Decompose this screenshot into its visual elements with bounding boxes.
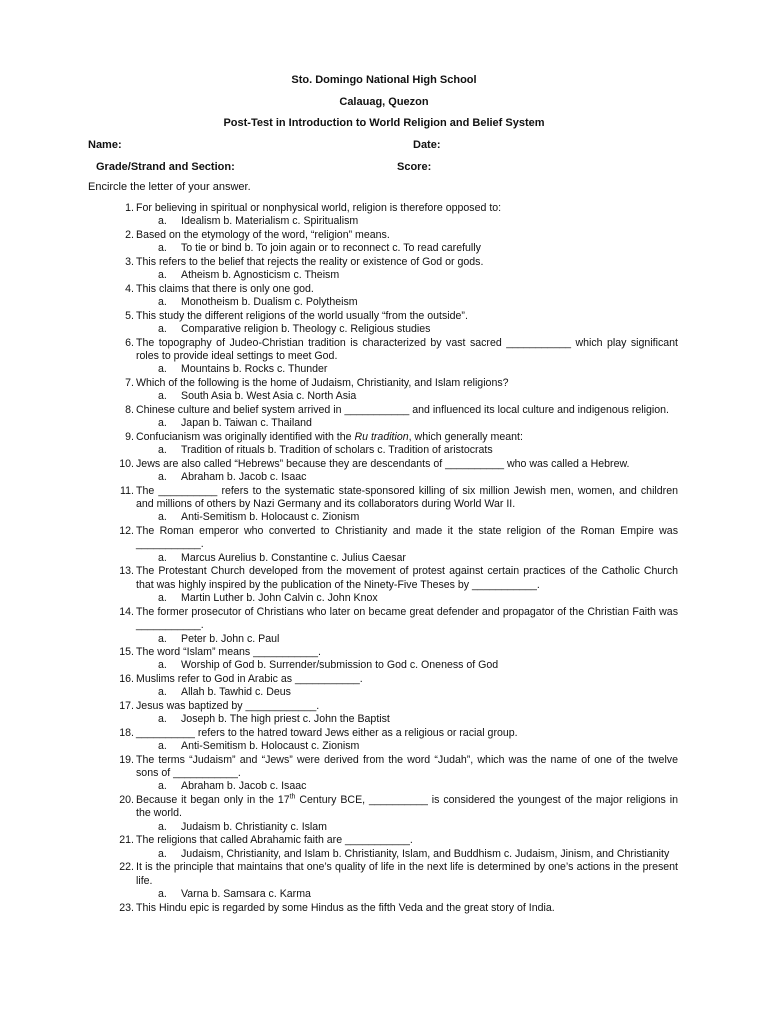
question-number: 15. bbox=[119, 645, 134, 658]
question-text: This study the different religions of the world usually “from the outside”. bbox=[136, 309, 468, 322]
choice-letter: a. bbox=[158, 551, 167, 564]
question-item bbox=[110, 700, 678, 713]
question-item bbox=[110, 310, 678, 323]
question-text: The word “Islam” means ___________. bbox=[136, 645, 321, 658]
question-number: 20. bbox=[119, 793, 134, 806]
question-text: It is the principle that maintains that one’s quality of life in the next life is determined by one’s actions in the present life. bbox=[136, 861, 678, 887]
question-item bbox=[110, 431, 678, 444]
choice-text: Idealism b. Materialism c. Spiritualism bbox=[181, 215, 359, 228]
answer-choices bbox=[158, 417, 678, 430]
question-text: Based on the etymology of the word, “religion” means. bbox=[136, 228, 390, 241]
answer-choices bbox=[158, 888, 678, 901]
question-number: 9. bbox=[125, 430, 134, 443]
choice-text: Varna b. Samsara c. Karma bbox=[181, 888, 311, 901]
question-number: 21. bbox=[119, 834, 134, 847]
ordinal-suffix: th bbox=[289, 793, 296, 801]
choice-text: Allah b. Tawhid c. Deus bbox=[181, 686, 291, 699]
answer-choices bbox=[158, 363, 678, 376]
question-item bbox=[110, 485, 678, 512]
question-number: 17. bbox=[119, 699, 134, 712]
choice-text: Anti-Semitism b. Holocaust c. Zionism bbox=[181, 511, 360, 524]
question-item bbox=[110, 458, 678, 471]
choice-letter: a. bbox=[158, 417, 167, 430]
question-text: The Roman emperor who converted to Christianity and made it the state religion of the Roman Empire was ___________. bbox=[136, 524, 678, 551]
question-text: The topography of Judeo-Christian tradition is characterized by vast sacred ___________ which play significant roles to provide ideal settings to meet God. bbox=[136, 336, 678, 362]
choice-text: Abraham b. Jacob c. Isaac bbox=[181, 471, 307, 484]
question-item bbox=[110, 646, 678, 659]
choice-text: Mountains b. Rocks c. Thunder bbox=[181, 363, 328, 376]
choice-text: Monotheism b. Dualism c. Polytheism bbox=[181, 296, 358, 309]
answer-choices bbox=[158, 633, 678, 646]
question-text: Jesus was baptized by ____________. bbox=[136, 699, 320, 712]
question-number: 2. bbox=[125, 228, 134, 241]
question-number: 6. bbox=[125, 336, 134, 349]
answer-choices bbox=[158, 780, 678, 793]
question-number: 11. bbox=[120, 484, 134, 497]
choice-letter: a. bbox=[158, 444, 167, 457]
choice-text: Atheism b. Agnosticism c. Theism bbox=[181, 269, 340, 282]
name-label: Name: bbox=[88, 139, 122, 151]
question-item bbox=[110, 337, 678, 364]
choice-text: Anti-Semitism b. Holocaust c. Zionism bbox=[181, 740, 360, 753]
answer-choices bbox=[158, 740, 678, 753]
choice-text: South Asia b. West Asia c. North Asia bbox=[181, 390, 357, 403]
question-item bbox=[110, 834, 678, 847]
grade-section-label: Grade/Strand and Section: bbox=[96, 161, 235, 173]
question-item bbox=[110, 673, 678, 686]
choice-letter: a. bbox=[158, 511, 167, 524]
question-item bbox=[110, 525, 678, 552]
question-item bbox=[110, 606, 678, 633]
question-item bbox=[110, 794, 678, 821]
question-text: The religions that called Abrahamic faith are ___________. bbox=[136, 834, 413, 847]
choice-letter: a. bbox=[158, 659, 167, 672]
choice-text: Japan b. Taiwan c. Thailand bbox=[181, 417, 312, 430]
question-item bbox=[110, 256, 678, 269]
question-item bbox=[110, 404, 678, 417]
choice-letter: a. bbox=[158, 847, 167, 860]
answer-choices bbox=[158, 686, 678, 699]
choice-letter: a. bbox=[158, 686, 167, 699]
answer-choices bbox=[158, 296, 678, 309]
question-item bbox=[110, 727, 678, 740]
question-item bbox=[110, 565, 678, 592]
question-item bbox=[110, 377, 678, 390]
question-number: 3. bbox=[125, 255, 134, 268]
question-text: This Hindu epic is regarded by some Hindus as the fifth Veda and the great story of India. bbox=[136, 901, 555, 914]
question-text: Jews are also called “Hebrews” because they are descendants of __________ who was called a Hebrew. bbox=[136, 457, 630, 470]
score-label: Score: bbox=[397, 161, 432, 173]
question-number: 5. bbox=[125, 309, 134, 322]
question-number: 13. bbox=[119, 565, 134, 578]
answer-choices bbox=[158, 592, 678, 605]
choice-letter: a. bbox=[158, 592, 167, 605]
choice-letter: a. bbox=[158, 888, 167, 901]
question-text: Chinese culture and belief system arrived in ___________ and influenced its local culture and indigenous religion. bbox=[136, 403, 669, 416]
question-text: __________ refers to the hatred toward Jews either as a religious or racial group. bbox=[136, 726, 518, 739]
question-text: For believing in spiritual or nonphysical world, religion is therefore opposed to: bbox=[136, 202, 502, 214]
test-title: Post-Test in Introduction to World Religion and Belief System bbox=[223, 117, 545, 129]
question-item bbox=[110, 861, 678, 888]
school-location: Calauag, Quezon bbox=[339, 96, 429, 108]
question-number: 1. bbox=[125, 202, 134, 214]
choice-letter: a. bbox=[158, 780, 167, 793]
question-text: Because it began only in the 17th Century BCE, __________ is considered the youngest of the major religions in the world. bbox=[136, 793, 678, 820]
question-number: 7. bbox=[125, 376, 134, 389]
choice-letter: a. bbox=[158, 363, 167, 376]
choice-text: Judaism b. Christianity c. Islam bbox=[181, 820, 328, 833]
answer-choices bbox=[158, 242, 678, 255]
choice-letter: a. bbox=[158, 242, 167, 255]
question-text: The Protestant Church developed from the movement of protest against certain practices of the Catholic Church that was highly inspired by the publication of the Ninety-Five Theses by ___________. bbox=[136, 565, 678, 591]
choice-letter: a. bbox=[158, 713, 167, 726]
choice-letter: a. bbox=[158, 215, 167, 228]
choice-letter: a. bbox=[158, 296, 167, 309]
question-text: The __________ refers to the systematic state-sponsored killing of six million Jewish men, women, and children and millions of others by Nazi Germany and its collaborators during World War II. bbox=[136, 484, 678, 510]
answer-choices bbox=[158, 444, 678, 457]
question-item bbox=[110, 754, 678, 781]
answer-choices bbox=[158, 269, 678, 282]
choice-letter: a. bbox=[158, 632, 167, 645]
question-item bbox=[110, 202, 678, 215]
answer-choices bbox=[158, 848, 678, 861]
question-number: 22. bbox=[119, 861, 134, 874]
question-number: 19. bbox=[119, 753, 134, 766]
question-number: 23. bbox=[119, 901, 134, 914]
choice-text: Tradition of rituals b. Tradition of scholars c. Tradition of aristocrats bbox=[181, 444, 493, 457]
answer-choices bbox=[158, 713, 678, 726]
question-text: The former prosecutor of Christians who later on became great defender and propagator of the Christian Faith was ___________. bbox=[136, 605, 678, 632]
question-text: The terms “Judaism” and “Jews” were derived from the word “Judah”, which was the name of one of the twelve sons of ___________. bbox=[136, 753, 678, 780]
question-number: 4. bbox=[125, 282, 134, 295]
choice-text: Abraham b. Jacob c. Isaac bbox=[181, 780, 307, 793]
choice-letter: a. bbox=[158, 269, 167, 282]
choice-text: Judaism, Christianity, and Islam b. Christianity, Islam, and Buddhism c. Judaism, Jinism, and Christianity bbox=[181, 847, 670, 860]
question-item bbox=[110, 229, 678, 242]
question-number: 18. bbox=[119, 726, 134, 739]
question-number: 16. bbox=[119, 672, 134, 685]
choice-letter: a. bbox=[158, 740, 167, 753]
answer-choices bbox=[158, 552, 678, 565]
question-item bbox=[110, 902, 678, 915]
choice-letter: a. bbox=[158, 323, 167, 336]
question-text: This claims that there is only one god. bbox=[136, 282, 314, 295]
answer-choices bbox=[158, 821, 678, 834]
question-number: 8. bbox=[125, 403, 134, 416]
choice-text: To tie or bind b. To join again or to reconnect c. To read carefully bbox=[181, 242, 481, 255]
choice-text: Peter b. John c. Paul bbox=[181, 632, 280, 645]
choice-text: Marcus Aurelius b. Constantine c. Julius Caesar bbox=[181, 551, 406, 564]
question-text: Which of the following is the home of Judaism, Christianity, and Islam religions? bbox=[136, 376, 509, 389]
choice-letter: a. bbox=[158, 390, 167, 403]
question-text: Confucianism was originally identified with the Ru tradition, which generally meant: bbox=[136, 430, 523, 443]
question-number: 10. bbox=[119, 457, 134, 470]
answer-choices bbox=[158, 390, 678, 403]
question-item bbox=[110, 283, 678, 296]
question-text: This refers to the belief that rejects the reality or existence of God or gods. bbox=[136, 255, 484, 268]
date-label: Date: bbox=[413, 139, 441, 151]
instructions: Encircle the letter of your answer. bbox=[88, 181, 251, 193]
question-list bbox=[110, 202, 678, 915]
answer-choices bbox=[158, 471, 678, 484]
question-number: 12. bbox=[119, 524, 134, 537]
answer-choices bbox=[158, 511, 678, 524]
choice-letter: a. bbox=[158, 820, 167, 833]
choice-text: Martin Luther b. John Calvin c. John Knox bbox=[181, 592, 378, 605]
choice-text: Comparative religion b. Theology c. Religious studies bbox=[181, 323, 431, 336]
choice-text: Worship of God b. Surrender/submission to God c. Oneness of God bbox=[181, 659, 499, 672]
answer-choices bbox=[158, 215, 678, 228]
question-number: 14. bbox=[119, 605, 134, 618]
choice-text: Joseph b. The high priest c. John the Baptist bbox=[181, 713, 390, 726]
question-text: Muslims refer to God in Arabic as ___________. bbox=[136, 672, 363, 685]
school-name: Sto. Domingo National High School bbox=[291, 74, 477, 86]
choice-letter: a. bbox=[158, 471, 167, 484]
answer-choices bbox=[158, 323, 678, 336]
question-emphasis: Ru tradition bbox=[354, 430, 409, 443]
answer-choices bbox=[158, 659, 678, 672]
